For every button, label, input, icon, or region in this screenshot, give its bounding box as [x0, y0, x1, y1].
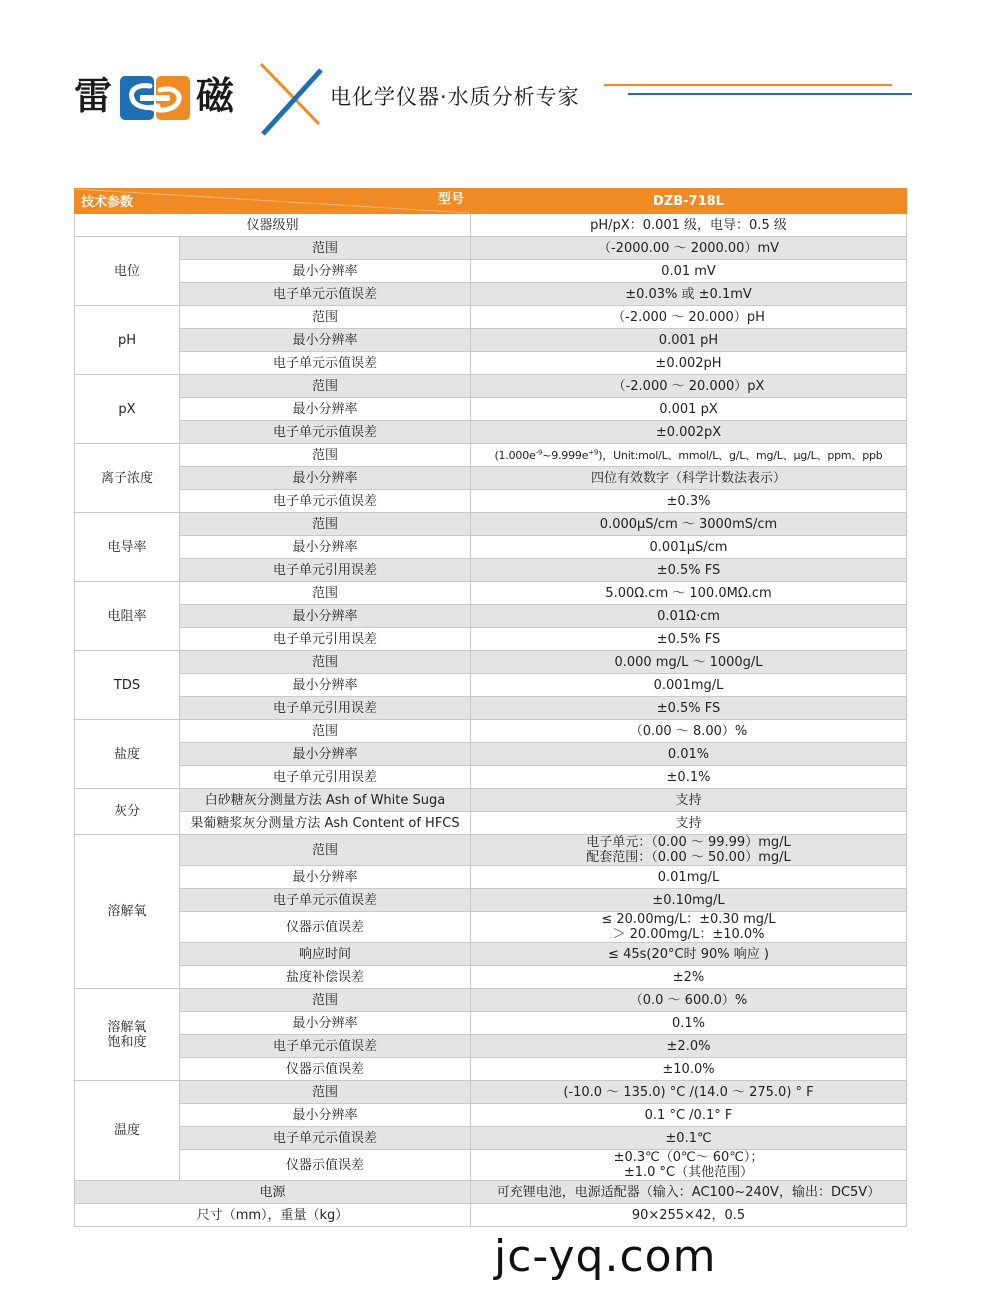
table-row	[75, 283, 907, 306]
param-label: 电子单元引用误差	[180, 559, 471, 582]
table-row	[75, 1127, 907, 1150]
ion-range-b: ~9.999e	[542, 448, 589, 462]
do-sat-name-line2: 饱和度	[107, 1034, 147, 1050]
table-row	[75, 490, 907, 513]
param-value: ±0.03% 或 ±0.1mV	[471, 283, 907, 306]
param-value: 0.001μS/cm	[471, 536, 907, 559]
param-label: 最小分辨率	[180, 536, 471, 559]
table-row	[75, 467, 907, 490]
param-value	[471, 835, 907, 866]
param-value: ±0.1℃	[471, 1127, 907, 1150]
param-value: ±2.0%	[471, 1035, 907, 1058]
param-value: ±0.002pX	[471, 421, 907, 444]
group-label: 电位	[75, 237, 180, 306]
param-label: 范围	[180, 651, 471, 674]
param-value: ±0.10mg/L	[471, 889, 907, 912]
param-label: 仪器示值误差	[180, 1150, 471, 1181]
table-row	[75, 943, 907, 966]
group-label: 电导率	[75, 513, 180, 582]
table-header-row	[75, 189, 907, 214]
param-label: 范围	[180, 835, 471, 866]
param-label: 范围	[180, 444, 471, 467]
param-label: 最小分辨率	[180, 866, 471, 889]
table-row	[75, 513, 907, 536]
header-model-label: 型号	[437, 192, 464, 207]
table-row	[75, 398, 907, 421]
table-row	[75, 444, 907, 467]
param-value: 5.00Ω.cm ～ 100.0MΩ.cm	[471, 582, 907, 605]
param-label: 最小分辨率	[180, 467, 471, 490]
table-row	[75, 237, 907, 260]
param-value: 支持	[471, 789, 907, 812]
param-value: 0.001 pH	[471, 329, 907, 352]
param-label: 尺寸（mm），重量（kg）	[75, 1204, 471, 1227]
param-label: 响应时间	[180, 943, 471, 966]
table-row	[75, 352, 907, 375]
param-value	[471, 444, 907, 467]
param-value: ±0.002pH	[471, 352, 907, 375]
param-label: 范围	[180, 375, 471, 398]
param-value: ±0.3%	[471, 490, 907, 513]
param-label: 仪器示值误差	[180, 912, 471, 943]
param-label: 范围	[180, 237, 471, 260]
table-row	[75, 743, 907, 766]
param-label: 仪器示值误差	[180, 1058, 471, 1081]
param-value	[471, 1150, 907, 1181]
group-label: 温度	[75, 1081, 180, 1181]
table-row	[75, 536, 907, 559]
param-value: ≤ 45s(20°C时 90% 响应 )	[471, 943, 907, 966]
group-label: 灰分	[75, 789, 180, 835]
param-label: 电子单元示值误差	[180, 1127, 471, 1150]
param-value: 支持	[471, 812, 907, 835]
param-label: 范围	[180, 1081, 471, 1104]
param-label: 电子单元引用误差	[180, 697, 471, 720]
table-row	[75, 1012, 907, 1035]
table-row	[75, 329, 907, 352]
table-row	[75, 989, 907, 1012]
table-row	[75, 1181, 907, 1204]
table-row	[75, 1104, 907, 1127]
x-mark-icon	[255, 60, 325, 138]
param-label: 最小分辨率	[180, 398, 471, 421]
do-inst-error-line2: ＞ 20.00mg/L：±10.0%	[612, 927, 765, 942]
param-label: 电源	[75, 1181, 471, 1204]
table-row	[75, 651, 907, 674]
table-row	[75, 835, 907, 866]
param-label: 电子单元示值误差	[180, 889, 471, 912]
param-value: 0.1 °C /0.1° F	[471, 1104, 907, 1127]
slogan: 电化学仪器·水质分析专家	[330, 85, 580, 109]
temp-inst-error-line1: ±0.3℃（0℃～ 60℃）；	[613, 1150, 764, 1165]
param-label: 范围	[180, 720, 471, 743]
header-decorative-lines	[600, 80, 912, 100]
group-label: pH	[75, 306, 180, 375]
watermark-text: jc-yq.com	[494, 1231, 717, 1282]
param-value: 0.01%	[471, 743, 907, 766]
param-label: 电子单元引用误差	[180, 628, 471, 651]
param-label: 电子单元示值误差	[180, 352, 471, 375]
table-row	[75, 674, 907, 697]
table-row	[75, 1058, 907, 1081]
page-header	[0, 0, 990, 150]
param-value: 0.001 pX	[471, 398, 907, 421]
param-value: （-2000.00 ～ 2000.00）mV	[471, 237, 907, 260]
param-label: 电子单元示值误差	[180, 283, 471, 306]
brand-logo-icon	[120, 76, 190, 120]
group-label: 离子浓度	[75, 444, 180, 513]
table-row	[75, 912, 907, 943]
param-value: 0.001mg/L	[471, 674, 907, 697]
table-row	[75, 1150, 907, 1181]
do-range-line1: 电子单元：（0.00 ～ 99.99）mg/L	[586, 835, 791, 850]
group-label: pX	[75, 375, 180, 444]
param-label: 最小分辨率	[180, 1104, 471, 1127]
param-value: 90×255×42，0.5	[471, 1204, 907, 1227]
logo-character-ci: 磁	[196, 74, 235, 118]
temp-inst-error-line2: ±1.0 °C（其他范围）	[623, 1165, 754, 1180]
do-range-line2: 配套范围：（0.00 ～ 50.00）mg/L	[586, 850, 791, 865]
param-value: ±0.5% FS	[471, 697, 907, 720]
do-inst-error-line1: ≤ 20.00mg/L：±0.30 mg/L	[601, 912, 776, 927]
table-row	[75, 889, 907, 912]
table-row	[75, 628, 907, 651]
table-row	[75, 1035, 907, 1058]
table-row	[75, 766, 907, 789]
param-value: ±0.1%	[471, 766, 907, 789]
param-label: 最小分辨率	[180, 329, 471, 352]
param-label: 范围	[180, 513, 471, 536]
param-label: 范围	[180, 582, 471, 605]
do-sat-name-line1: 溶解氧	[107, 1019, 147, 1035]
param-value: 可充锂电池，电源适配器（输入：AC100~240V，输出：DC5V）	[471, 1181, 907, 1204]
group-label: TDS	[75, 651, 180, 720]
table-row	[75, 306, 907, 329]
ion-range-a: (1.000e	[494, 448, 536, 462]
param-label: 电子单元示值误差	[180, 490, 471, 513]
param-label: 果葡糖浆灰分测量方法 Ash Content of HFCS	[180, 812, 471, 835]
table-row	[75, 866, 907, 889]
param-value: (-10.0 ～ 135.0) °C /(14.0 ～ 275.0) ° F	[471, 1081, 907, 1104]
group-label	[75, 989, 180, 1081]
param-label: 电子单元示值误差	[180, 421, 471, 444]
param-value	[471, 912, 907, 943]
param-label: 电子单元示值误差	[180, 1035, 471, 1058]
param-value: ±10.0%	[471, 1058, 907, 1081]
param-value: （0.0 ～ 600.0）%	[471, 989, 907, 1012]
table-row	[75, 812, 907, 835]
param-label: 白砂糖灰分测量方法 Ash of White Suga	[180, 789, 471, 812]
param-value: （0.00 ～ 8.00）%	[471, 720, 907, 743]
table-row	[75, 605, 907, 628]
table-row	[75, 1081, 907, 1104]
table-row	[75, 789, 907, 812]
param-value: 0.000μS/cm ～ 3000mS/cm	[471, 513, 907, 536]
param-value: 四位有效数字（科学计数法表示）	[471, 467, 907, 490]
table-row	[75, 720, 907, 743]
table-row	[75, 421, 907, 444]
group-label: 电阻率	[75, 582, 180, 651]
table-row	[75, 559, 907, 582]
param-label: 仪器级别	[75, 214, 471, 237]
param-value: 0.000 mg/L ～ 1000g/L	[471, 651, 907, 674]
param-label: 最小分辨率	[180, 743, 471, 766]
ion-range-exp2: +9	[588, 447, 599, 456]
param-value: 0.01mg/L	[471, 866, 907, 889]
param-value: （-2.000 ～ 20.000）pH	[471, 306, 907, 329]
ion-range-exp1: -9	[535, 447, 543, 456]
ion-range-c: )，Unit:mol/L、mmol/L、g/L、mg/L、μg/L、ppm、ppb	[598, 448, 883, 462]
table-row	[75, 260, 907, 283]
table-row	[75, 697, 907, 720]
param-label: 最小分辨率	[180, 1012, 471, 1035]
logo-character-lei: 雷	[74, 74, 113, 118]
table-row	[75, 214, 907, 237]
table-row	[75, 966, 907, 989]
table-row	[75, 375, 907, 398]
param-value: 0.01Ω·cm	[471, 605, 907, 628]
group-label: 溶解氧	[75, 835, 180, 989]
param-label: 最小分辨率	[180, 674, 471, 697]
param-value: ±0.5% FS	[471, 628, 907, 651]
param-label: 电子单元引用误差	[180, 766, 471, 789]
table-row	[75, 1204, 907, 1227]
param-label: 范围	[180, 989, 471, 1012]
header-model-value: DZB-718L	[471, 189, 907, 214]
group-label: 盐度	[75, 720, 180, 789]
param-value: pH/pX：0.001 级，电导：0.5 级	[471, 214, 907, 237]
header-tech-params: 技术参数	[81, 195, 134, 210]
param-label: 最小分辨率	[180, 605, 471, 628]
param-value: 0.01 mV	[471, 260, 907, 283]
param-value: 0.1%	[471, 1012, 907, 1035]
spec-table	[74, 188, 907, 1227]
header-corner-cell	[75, 189, 471, 214]
table-row	[75, 582, 907, 605]
param-label: 最小分辨率	[180, 260, 471, 283]
param-label: 范围	[180, 306, 471, 329]
param-value: （-2.000 ～ 20.000）pX	[471, 375, 907, 398]
param-value: ±2%	[471, 966, 907, 989]
diagonal-divider	[75, 189, 471, 213]
param-label: 盐度补偿误差	[180, 966, 471, 989]
param-value: ±0.5% FS	[471, 559, 907, 582]
